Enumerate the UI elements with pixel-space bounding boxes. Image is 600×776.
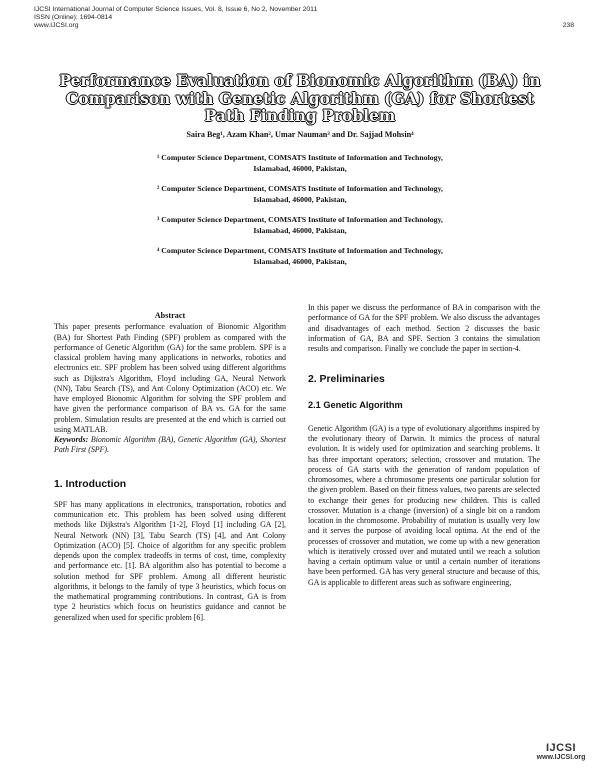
page-number: 238 bbox=[562, 22, 574, 30]
affiliation-line: Islamabad, 46000, Pakistan, bbox=[253, 226, 347, 235]
affiliation-line: ¹ Computer Science Department, COMSATS Institute of Information and Technology, bbox=[157, 153, 443, 162]
section-heading: 1. Introduction bbox=[54, 478, 127, 490]
title-line: Path Finding Problem bbox=[204, 106, 396, 125]
logo-text: IJCSI bbox=[545, 742, 576, 754]
logo-url: www.IJCSI.org bbox=[536, 754, 586, 761]
ga-text: Genetic Algorithm (GA) is a type of evolutionary algorithms inspired by the evolutionary theory of Darwin. It mimics the process of natural evolution. It is widely used for optimization and searching problems. It has three important operators; selection, crossover and mutation. The process of GA starts with the generation of random population of chromosomes, where a chromosome presents one particular solution for the given problem. Based on their fitness values, two parents are selected to exchange their genes for producing new children. This is called crossover. Mutation is a change (inversion) of a single bit on a random location in the chromosome. Probability of mutation is usually very low and it serves the purpose of avoiding local optima. At the end of the processes of crossover and mutation, we come up with a new generation which is iteratively crossed over and mutated until we reach a solution having a certain optimum value or until a certain number of iterations have been performed. GA has very general structure and because of this, GA is applicable to different areas such as software engineering, bbox=[308, 423, 540, 587]
title-line: Comparison with Genetic Algorithm (GA) for Shortest bbox=[65, 88, 535, 108]
affiliation-line: Islamabad, 46000, Pakistan, bbox=[253, 195, 347, 204]
affiliation-line: Islamabad, 46000, Pakistan, bbox=[253, 257, 347, 266]
keywords-text: Bionomic Algorithm (BA), Genetic Algorithm (GA), Shortest Path First (SPF). bbox=[54, 435, 286, 455]
title-line: Performance Evaluation of Bionomic Algorithm (BA) in bbox=[59, 71, 541, 90]
abstract-text: This paper presents performance evaluation of Bionomic Algorithm (BA) for Shortest Path Finding (SPF) problem as compared with the performance of Genetic Algorithm (GA) for the same problem. SPF is a classical problem having many applications in networks, robotics and electronics etc. SPF problem has been solved using different algorithms such as Dijkstra's Algorithm, Floyd including GA, Neural Network (NN), Tabu Search (TS), and Ant Colony Optimization (ACO) etc. We have employed Bionomic Algorithm for solving the SPF problem and have given the performance comparison of BA vs. GA for the same problem. Simulation results are presented at the end which is carried out using MATLAB. bbox=[54, 322, 286, 434]
affiliation-line: ⁴ Computer Science Department, COMSATS Institute of Information and Technology, bbox=[157, 246, 443, 255]
affiliation-line: Islamabad, 46000, Pakistan, bbox=[253, 164, 347, 173]
abstract-heading: Abstract bbox=[154, 311, 186, 320]
author-list: Saira Beg¹, Azam Khan², Umar Nauman³ and Dr. Sajjad Mohsin⁴ bbox=[186, 130, 414, 139]
affiliation-2 bbox=[110, 183, 490, 205]
keywords bbox=[54, 435, 286, 456]
affiliation-4 bbox=[110, 245, 490, 267]
affiliation-3 bbox=[110, 214, 490, 236]
left-column bbox=[54, 303, 286, 623]
paper-title bbox=[40, 72, 560, 125]
affiliation-line: ³ Computer Science Department, COMSATS Institute of Information and Technology, bbox=[157, 215, 443, 224]
affiliation-line: ² Computer Science Department, COMSATS Institute of Information and Technology, bbox=[157, 184, 443, 193]
keywords-label: Keywords: bbox=[54, 435, 89, 444]
intro-text: SPF has many applications in electronics, transportation, robotics and communication etc. This problem has been solved using different methods like Dijkstra's Algorithm [1-2], Floyd [1] including GA [2], Neural Network (NN) [3], Tabu Search (TS) [4], and Ant Colony Optimization (ACO) [5]. Choice of algorithm for any specific problem depends upon the complex tradeoffs in terms of cost, time, complexity and performance etc. [1]. BA algorithm also has potential to become a solution method for SPF problem. Among all different heuristic algorithms, it belongs to the family of type 3 heuristics, which focus on the mathematical programming contributions. In contrast, GA is from type 2 heuristics which focus on heuristics guidance and cannot be generalized when used for specific problem [6]. bbox=[54, 499, 286, 622]
section-heading: 2. Preliminaries bbox=[308, 374, 385, 386]
subsection-heading: 2.1 Genetic Algorithm bbox=[308, 399, 403, 410]
affiliation-1 bbox=[110, 152, 490, 174]
intro-continued: In this paper we discuss the performance of BA in comparison with the performance of GA for the SPF problem. We also discuss the advantages and disadvantages of each method. Section 2 discusses the basic information of GA, BA and SPF. Section 3 contains the simulation results and comparison. Finally we conclude the paper in section-4. bbox=[308, 303, 540, 353]
running-header bbox=[34, 6, 574, 31]
ijcsi-logo bbox=[536, 742, 586, 761]
right-column bbox=[308, 303, 540, 588]
journal-url: www.IJCSI.org bbox=[34, 22, 79, 30]
journal-line: IJCSI International Journal of Computer Science Issues, Vol. 8, Issue 6, No 2, November 2011 bbox=[34, 6, 318, 13]
issn-line: ISSN (Online): 1694-0814 bbox=[34, 14, 113, 22]
